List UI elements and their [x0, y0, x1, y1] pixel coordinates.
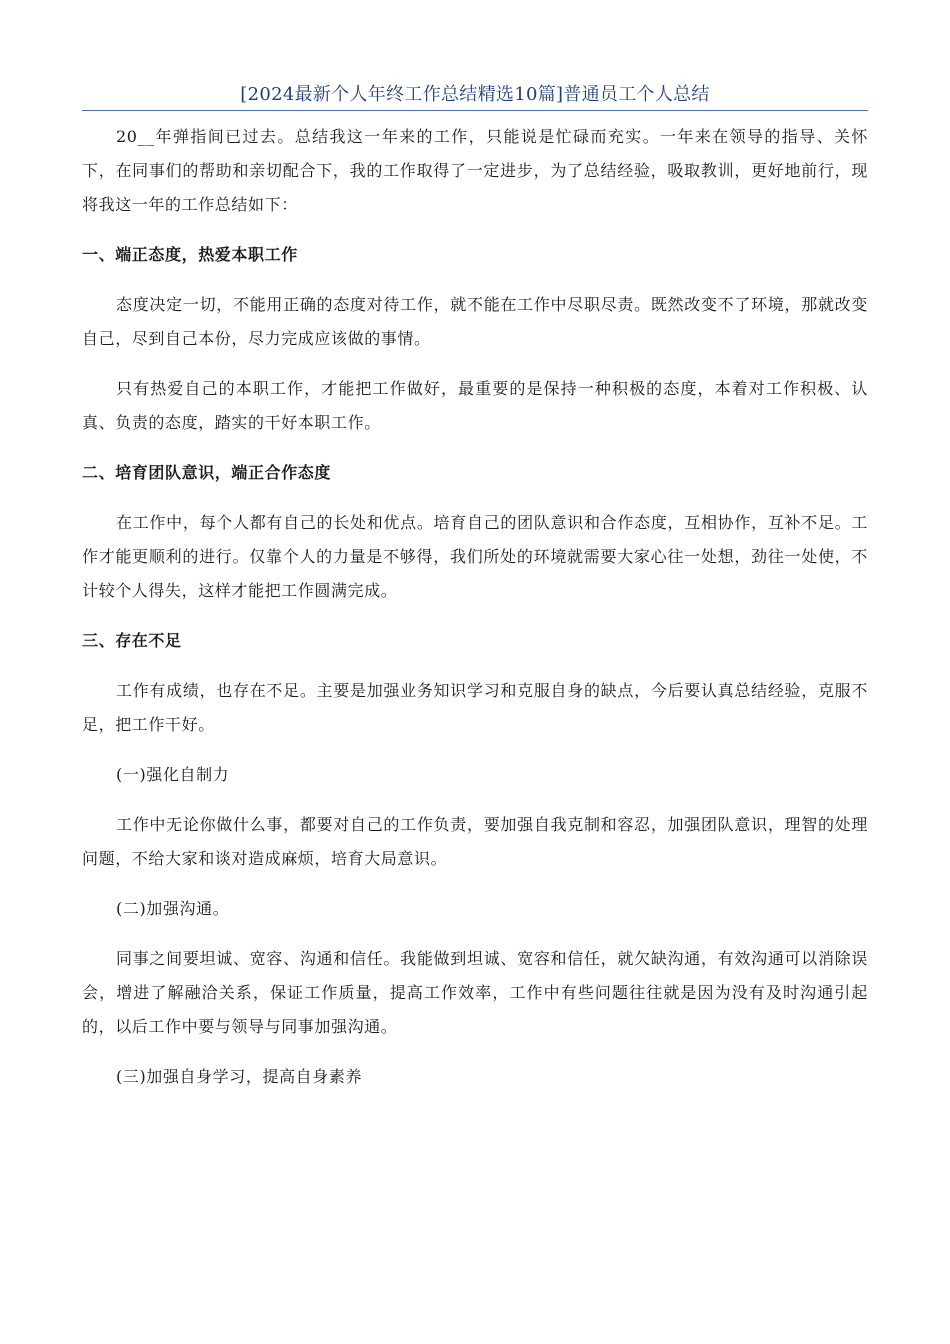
section-1-paragraph-1: 态度决定一切，不能用正确的态度对待工作，就不能在工作中尽职尽责。既然改变不了环境，那就改变自己，尽到自己本份，尽力完成应该做的事情。: [82, 295, 868, 348]
section-3-paragraph-1: 工作有成绩，也存在不足。主要是加强业务知识学习和克服自身的缺点，今后要认真总结经验，克服不足，把工作干好。: [82, 681, 868, 734]
document-body: [82, 120, 868, 1110]
section-2-paragraph-1: 在工作中，每个人都有自己的长处和优点。培育自己的团队意识和合作态度，互相协作，互补不足。工作才能更顺利的进行。仅靠个人的力量是不够得，我们所处的环境就需要大家心往一处想，劲往一处使，不计较个人得失，这样才能把工作圆满完成。: [82, 513, 868, 600]
intro-paragraph: 20__年弹指间已过去。总结我这一年来的工作，只能说是忙碌而充实。一年来在领导的指导、关怀下，在同事们的帮助和亲切配合下，我的工作取得了一定进步，为了总结经验，吸取教训，更好地前行，现将我这一年的工作总结如下：: [82, 127, 868, 214]
subsection-2-paragraph: 同事之间要坦诚、宽容、沟通和信任。我能做到坦诚、宽容和信任，就欠缺沟通，有效沟通可以消除误会，增进了解融洽关系，保证工作质量，提高工作效率，工作中有些问题往往就是因为没有及时沟通引起的，以后工作中要与领导与同事加强沟通。: [82, 949, 868, 1036]
document-title: [2024最新个人年终工作总结精选10篇]普通员工个人总结: [240, 84, 710, 105]
subsection-2-heading: (二)加强沟通。: [116, 899, 230, 918]
subsection-1-heading: (一)强化自制力: [116, 765, 230, 784]
subsection-3-heading: (三)加强自身学习，提高自身素养: [116, 1067, 363, 1086]
subsection-1-paragraph: 工作中无论你做什么事，都要对自己的工作负责，要加强自我克制和容忍，加强团队意识，理智的处理问题，不给大家和谈对造成麻烦，培育大局意识。: [82, 815, 868, 868]
section-3-heading: 三、存在不足: [82, 631, 182, 650]
section-1-heading: 一、端正态度，热爱本职工作: [82, 245, 298, 264]
section-1-paragraph-2: 只有热爱自己的本职工作，才能把工作做好，最重要的是保持一种积极的态度，本着对工作积极、认真、负责的态度，踏实的干好本职工作。: [82, 379, 868, 432]
section-2-heading: 二、培育团队意识，端正合作态度: [82, 463, 332, 482]
document-header: [82, 84, 868, 111]
